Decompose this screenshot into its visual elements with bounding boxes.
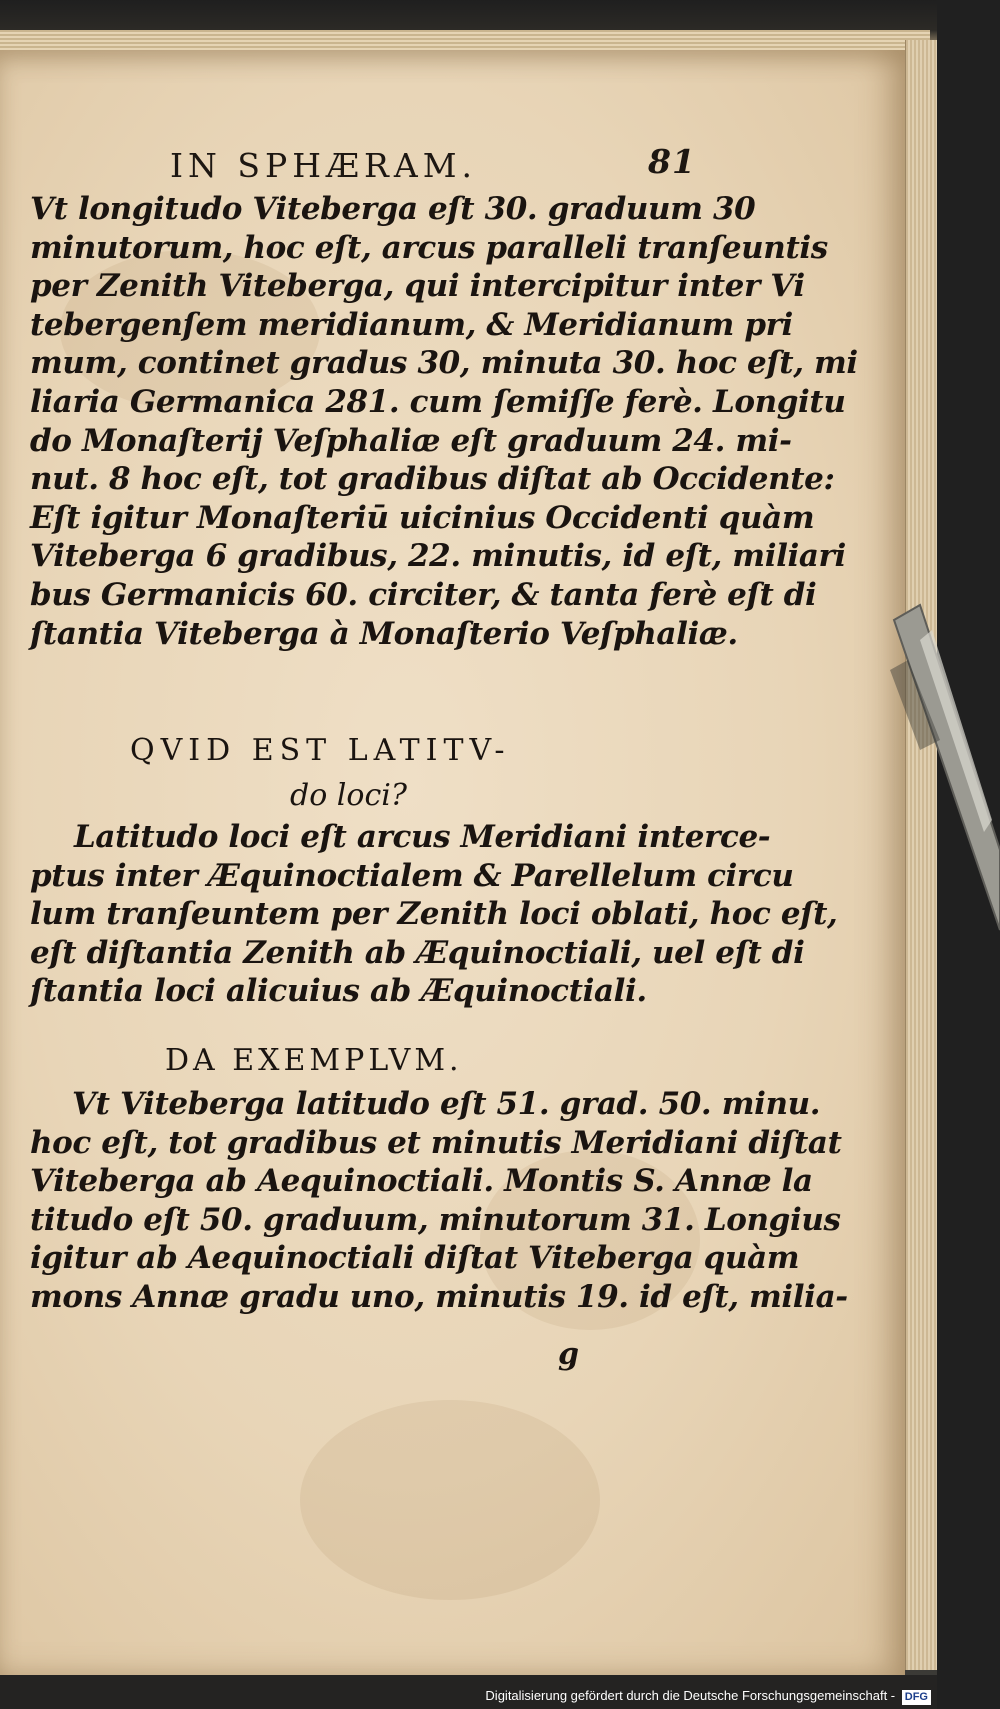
text-line: do Monaſterij Veſphaliæ eſt graduum 24. mi-	[30, 422, 792, 459]
text-line: nut. 8 hoc eſt, tot gradibus diſtat ab Occidente:	[30, 461, 835, 498]
text-line: ſtantia Viteberga à Monaſterio Veſphaliæ.	[30, 615, 738, 652]
text-line: minutorum, hoc eſt, arcus paralleli tranſeuntis	[30, 229, 828, 266]
text-line: tebergenſem meridianum, & Meridianum pri	[30, 306, 793, 343]
page-number: 81	[648, 142, 696, 181]
text-line: Viteberga 6 gradibus, 22. minutis, id eſt, miliari	[30, 538, 846, 575]
text-line: igitur ab Aequinoctiali diſtat Viteberga quàm	[30, 1240, 800, 1277]
text-line: per Zenith Viteberga, qui intercipitur inter Vi	[30, 268, 805, 305]
text-line: Vt Viteberga latitudo eſt 51. grad. 50. minu.	[72, 1086, 821, 1122]
digitization-credit	[485, 1685, 931, 1707]
dfg-logo: DFG	[902, 1690, 931, 1705]
text-line: Eſt igitur Monaſteriū uicinius Occidenti quàm	[30, 499, 815, 536]
text-line: mum, continet gradus 30, minuta 30. hoc eſt, mi	[30, 345, 858, 382]
section-heading-example: DA EXEMPLVM.	[165, 1043, 463, 1078]
text-line: mons Annæ gradu uno, minutis 19. id eſt, milia-	[30, 1278, 848, 1315]
catchword-signature: g	[558, 1337, 579, 1372]
running-head	[0, 140, 905, 190]
digitization-credit-text: Digitalisierung gefördert durch die Deutsche Forschungsgemeinschaft -	[485, 1688, 896, 1703]
paragraph-longitude-example	[30, 190, 858, 653]
paper-knife-bookmark	[880, 600, 1000, 1000]
text-line: ptus inter Æquinoctialem & Parellelum circu	[30, 857, 794, 894]
footer-bar	[0, 1675, 937, 1709]
text-line: bus Germanicis 60. circiter, & tanta ferè eſt di	[30, 576, 817, 613]
paper-stain	[300, 1400, 600, 1600]
page-stack-top-edge	[0, 30, 930, 50]
text-line: lum tranſeuntem per Zenith loci oblati, hoc eſt,	[30, 896, 838, 933]
text-line: titudo eſt 50. graduum, minutorum 31. Longius	[30, 1201, 841, 1238]
paragraph-latitude-definition	[30, 818, 838, 1011]
text-line: hoc eſt, tot gradibus et minutis Meridiani diſtat	[30, 1124, 842, 1161]
text-line: Viteberga ab Aequinoctiali. Montis S. Annæ la	[30, 1163, 813, 1200]
section-heading-latitude-cont: do loci?	[290, 778, 407, 813]
text-line: eſt diſtantia Zenith ab Æquinoctiali, uel eſt di	[30, 934, 805, 971]
section-heading-latitude: QVID EST LATITV-	[130, 733, 511, 768]
paragraph-latitude-example	[30, 1085, 848, 1317]
text-line: liaria Germanica 281. cum ſemiſſe ferè. Longitu	[30, 383, 846, 420]
text-line: Latitudo loci eſt arcus Meridiani interce-	[74, 819, 771, 855]
text-line: Vt longitudo Viteberga eſt 30. graduum 30	[30, 191, 756, 227]
running-head-title: IN SPHÆRAM.	[170, 146, 477, 185]
text-line: ſtantia loci alicuius ab Æquinoctiali.	[30, 973, 647, 1010]
